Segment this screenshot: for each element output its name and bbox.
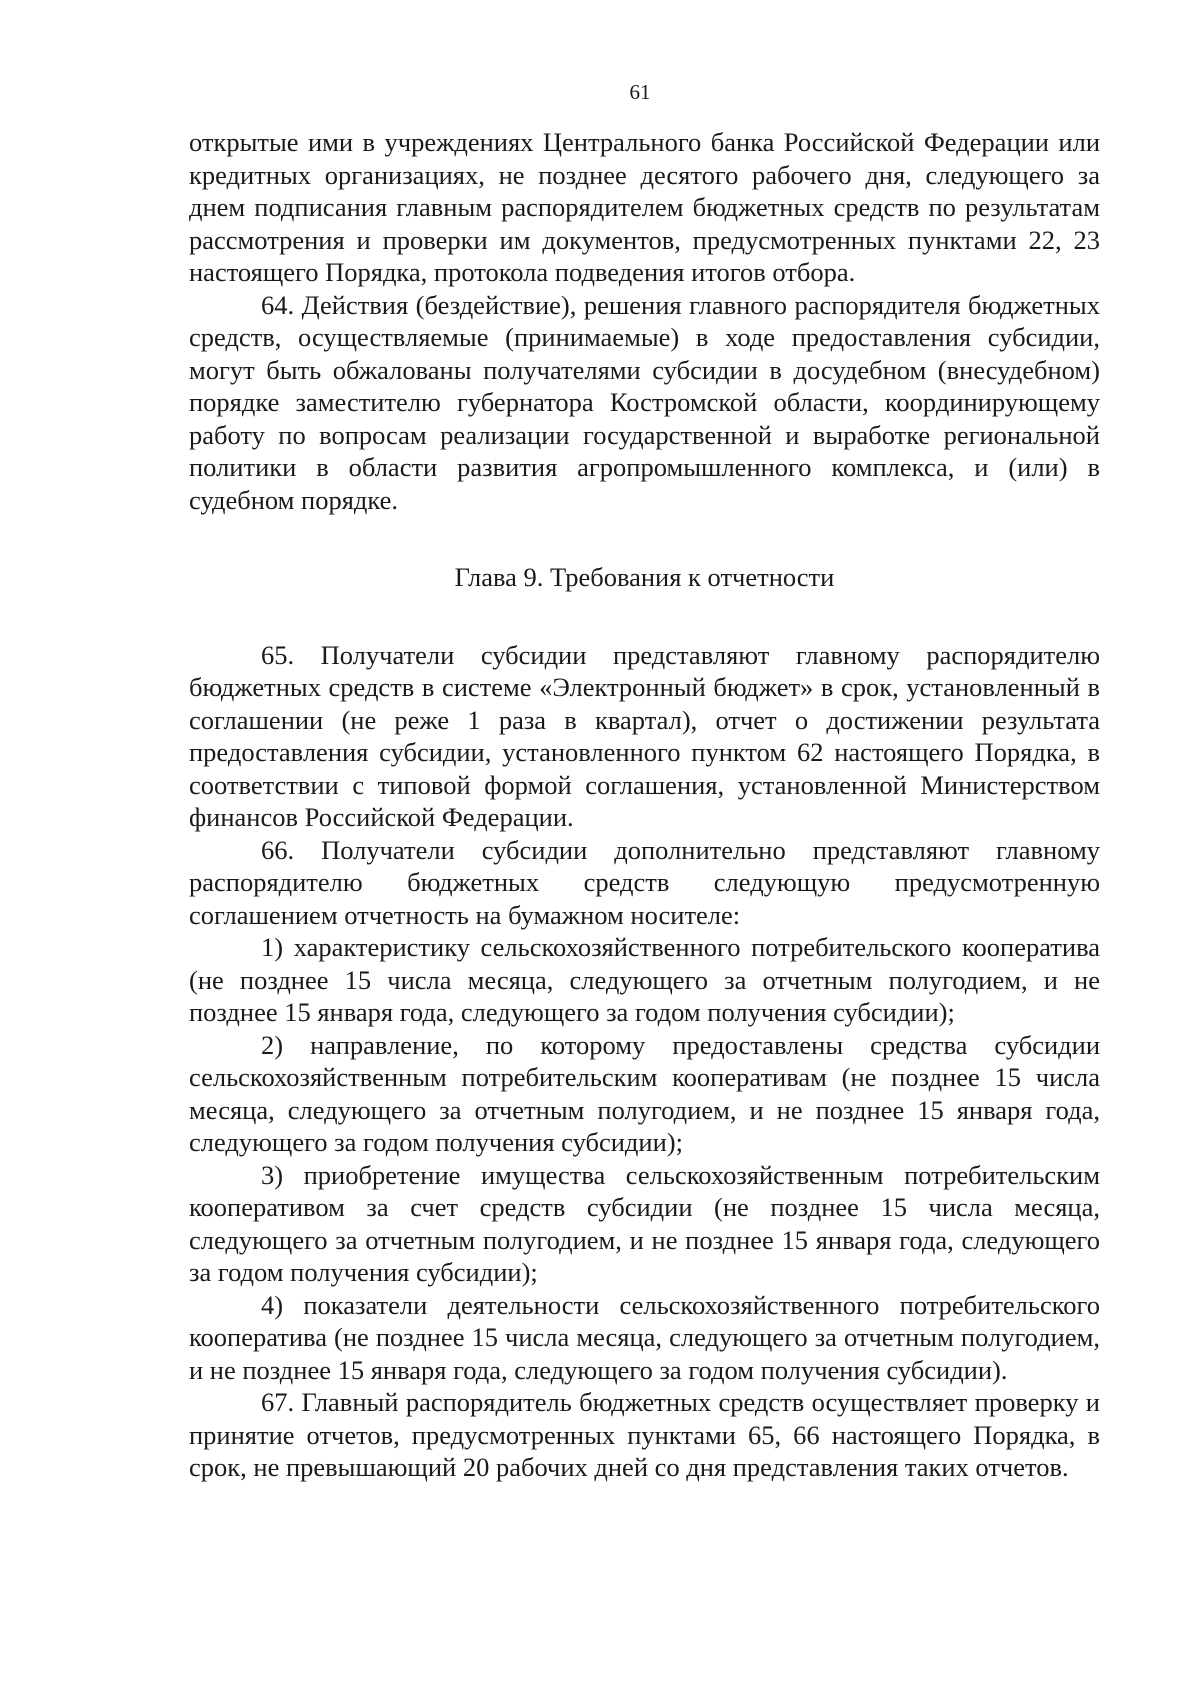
list-item-2: 2) направление, по которому предоставлены средства субсидии сельскохозяйственным потребительским кооперативам (не позднее 15 числа месяца, следующего за отчетным полугодием, и не позднее 15 января года, следующего за годом получения субсидии); <box>189 1029 1100 1157</box>
list-item-1: 1) характеристику сельскохозяйственного потребительского кооператива (не позднее 15 числа месяца, следующего за отчетным полугодием, и не позднее 15 января года, следующего за годом получения субсидии); <box>189 932 1100 1027</box>
page-number: 61 <box>629 80 651 104</box>
paragraph-65: 65. Получатели субсидии представляют главному распорядителю бюджетных средств в системе «Электронный бюджет» в срок, установленный в соглашении (не реже 1 раза в квартал), отчет о достижении результата предоставления субсидии, установленного пунктом 62 настоящего Порядка, в соответствии с типовой формой соглашения, установленной Министерством финансов Российской Федерации. <box>189 639 1100 832</box>
paragraph-continuation: открытые ими в учреждениях Центрального банка Российской Федерации или кредитных организациях, не позднее десятого рабочего дня, следующего за днем подписания главным распорядителем бюджетных средств по результатам рассмотрения и проверки им документов, предусмотренных пунктами 22, 23 настоящего Порядка, протокола подведения итогов отбора. <box>189 127 1100 287</box>
paragraph-66: 66. Получатели субсидии дополнительно представляют главному распорядителю бюджетных средств следующую предусмотренную соглашением отчетность на бумажном носителе: <box>189 834 1100 930</box>
list-item-3: 3) приобретение имущества сельскохозяйственным потребительским кооперативом за счет средств субсидии (не позднее 15 числа месяца, следующего за отчетным полугодием, и не позднее 15 января года, следующего за годом получения субсидии); <box>189 1159 1100 1287</box>
list-item-4: 4) показатели деятельности сельскохозяйственного потребительского кооператива (не позднее 15 числа месяца, следующего за отчетным полугодием, и не позднее 15 января года, следующего за годом получения субсидии). <box>189 1289 1100 1385</box>
paragraph-67: 67. Главный распорядитель бюджетных средств осуществляет проверку и принятие отчетов, предусмотренных пунктами 65, 66 настоящего Порядка, в срок, не превышающий 20 рабочих дней со дня представления таких отчетов. <box>189 1387 1100 1482</box>
chapter-heading: Глава 9. Требования к отчетности <box>454 562 835 592</box>
paragraph-64: 64. Действия (бездействие), решения главного распорядителя бюджетных средств, осуществляемые (принимаемые) в ходе предоставления субсидии, могут быть обжалованы получателями субсидии в досудебном (внесудебном) порядке заместителю губернатора Костромской области, координирующему работу по вопросам реализации государственной и выработке региональной политики в области развития агропромышленного комплекса, и (или) в судебном порядке. <box>189 289 1100 515</box>
document-body <box>189 126 1100 1484</box>
